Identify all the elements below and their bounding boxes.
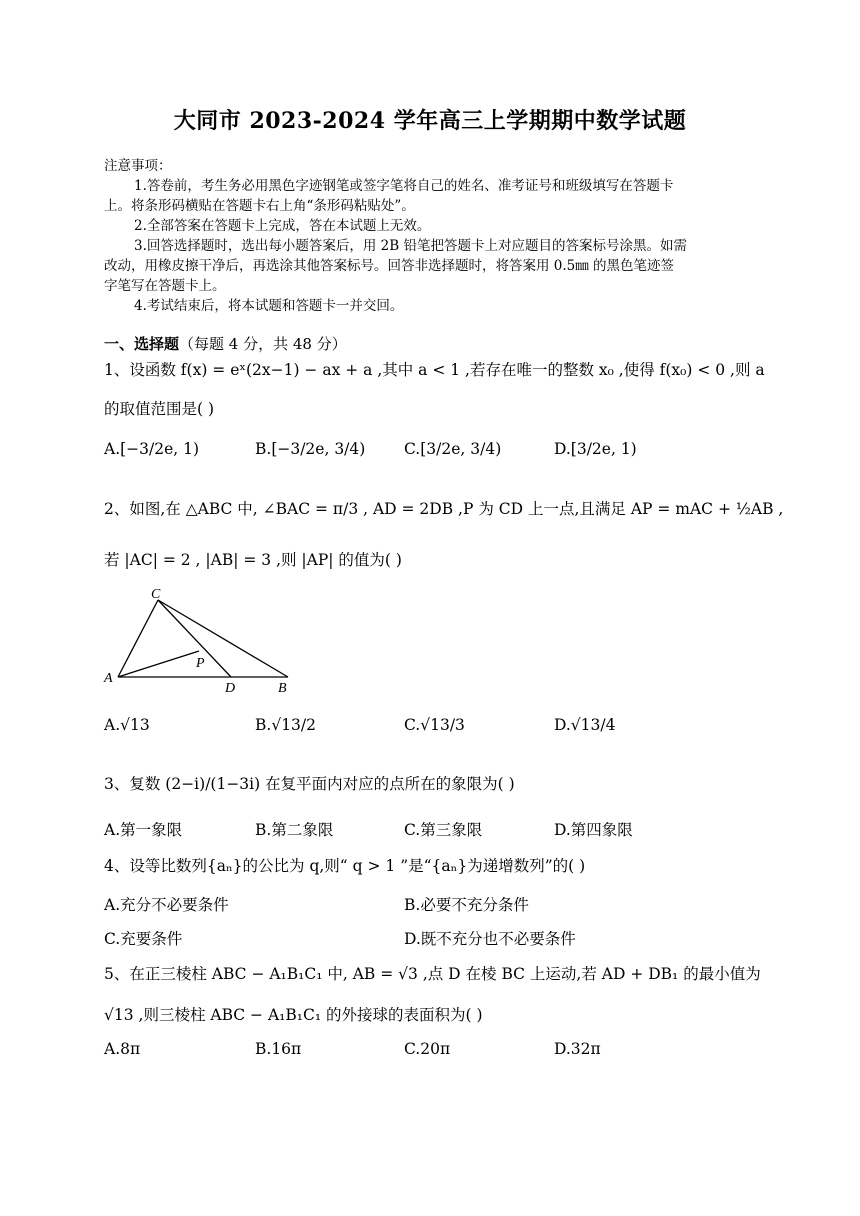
notice-item: 3.回答选择题时，选出每小题答案后，用 2B 铅笔把答题卡上对应题目的答案标号涂黑。如需 [134, 238, 687, 254]
option-1b[interactable]: B.[−3/2e, 3/4) [255, 440, 366, 458]
vertex-c-label: C [151, 587, 161, 602]
option-4a[interactable]: A.充分不必要条件 [104, 896, 229, 914]
option-1a[interactable]: A.[−3/2e, 1) [104, 440, 200, 458]
notice-item: 字笔写在答题卡上。 [104, 278, 226, 294]
question-1-line-2: 的取值范围是( ) [104, 400, 215, 418]
option-3c[interactable]: C.第三象限 [404, 821, 483, 839]
question-3-line-1: 3、复数 (2−i)/(1−3i) 在复平面内对应的点所在的象限为( ) [104, 775, 515, 793]
page-title: 大同市 2023-2024 学年高三上学期期中数学试题 [173, 108, 687, 134]
notice-item: 上。将条形码横贴在答题卡右上角“条形码粘贴处”。 [104, 198, 415, 214]
option-4c[interactable]: C.充要条件 [104, 930, 183, 948]
option-1c[interactable]: C.[3/2e, 3/4) [404, 440, 502, 458]
option-5b[interactable]: B.16π [255, 1040, 302, 1058]
notice-item: 1.答卷前，考生务必用黑色字迹钢笔或签字笔将自己的姓名、准考证号和班级填写在答题卡 [134, 178, 674, 194]
option-2b[interactable]: B.√13/2 [255, 716, 317, 734]
point-p-label: P [196, 656, 205, 671]
option-3d[interactable]: D.第四象限 [554, 821, 633, 839]
vertex-a-label: A [104, 671, 113, 686]
question-2-line-2: 若 |AC| = 2 , |AB| = 3 ,则 |AP| 的值为( ) [104, 551, 402, 569]
option-3b[interactable]: B.第二象限 [255, 821, 334, 839]
notice-item: 改动，用橡皮擦干净后，再选涂其他答案标号。回答非选择题时，将答案用 0.5㎜ 的黑色笔迹签 [104, 258, 675, 274]
option-4b[interactable]: B.必要不充分条件 [404, 896, 529, 914]
option-1d[interactable]: D.[3/2e, 1) [554, 440, 637, 458]
point-d-label: D [225, 681, 236, 694]
triangle-figure [100, 584, 300, 694]
section-note: （每题 4 分，共 48 分） [179, 335, 347, 353]
notice-item: 4.考试结束后，将本试题和答题卡一并交回。 [134, 298, 404, 314]
section-header [104, 333, 347, 354]
option-2c[interactable]: C.√13/3 [404, 716, 465, 734]
option-3a[interactable]: A.第一象限 [104, 821, 183, 839]
question-2-line-1: 2、如图,在 △ABC 中, ∠BAC = π/3 , AD = 2DB ,P 为 CD 上一点,且满足 AP = mAC + ½AB , [104, 500, 784, 518]
option-5a[interactable]: A.8π [104, 1040, 141, 1058]
notice-item: 2.全部答案在答题卡上完成，答在本试题上无效。 [134, 218, 431, 234]
question-1-line-1: 1、设函数 f(x) = eˣ(2x−1) − ax + a ,其中 a < 1 ,若存在唯一的整数 x₀ ,使得 f(x₀) < 0 ,则 a [104, 361, 765, 379]
question-5-line-2: √13 ,则三棱柱 ABC − A₁B₁C₁ 的外接球的表面积为( ) [104, 1006, 483, 1024]
option-2d[interactable]: D.√13/4 [554, 716, 616, 734]
question-5-line-1: 5、在正三棱柱 ABC − A₁B₁C₁ 中, AB = √3 ,点 D 在棱 BC 上运动,若 AD + DB₁ 的最小值为 [104, 965, 761, 983]
option-5d[interactable]: D.32π [554, 1040, 601, 1058]
option-4d[interactable]: D.既不充分也不必要条件 [404, 930, 576, 948]
question-4-line-1: 4、设等比数列{aₙ}的公比为 q,则“ q > 1 ”是“{aₙ}为递增数列”的( ) [104, 857, 586, 875]
section-label: 一、选择题 [104, 335, 180, 353]
vertex-b-label: B [278, 681, 287, 694]
notice-heading: 注意事项： [104, 158, 172, 174]
option-5c[interactable]: C.20π [404, 1040, 451, 1058]
option-2a[interactable]: A.√13 [104, 716, 150, 734]
